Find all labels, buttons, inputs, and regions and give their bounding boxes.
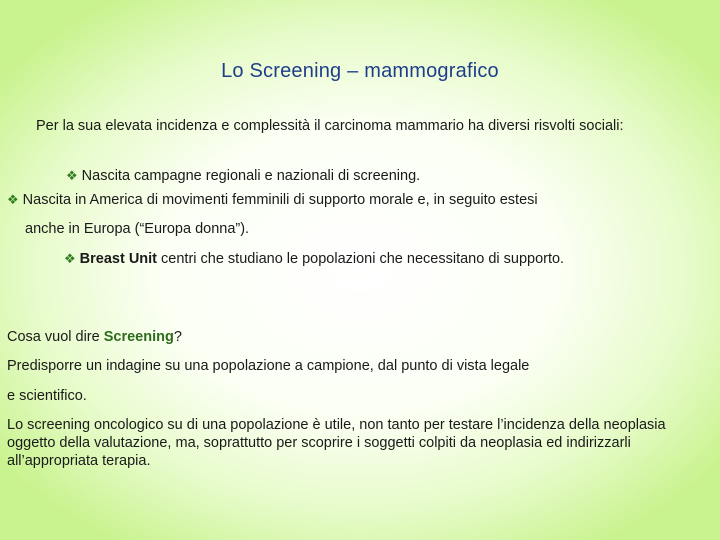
closing-paragraph: Lo screening oncologico su di una popolazione è utile, non tanto per testare l’incidenza della neoplasia oggetto della valutazione, ma, soprattutto per scoprire i soggetti colpiti da neoplasia ed indirizzarli all’appropriata terapia. [7, 417, 666, 469]
question-suffix: ? [173, 329, 182, 345]
intro-text: Per la sua elevata incidenza e complessità il carcinoma mammario ha diversi risvolti sociali: [36, 118, 624, 134]
question-prefix: Cosa vuol dire [7, 329, 104, 345]
question-line [7, 328, 182, 346]
breast-unit-text: centri che studiano le popolazioni che necessitano di supporto. [157, 251, 565, 267]
breast-unit-term: Breast Unit [79, 251, 158, 267]
diamond-bullet-icon: ❖ [66, 168, 78, 183]
bullet-movements-continued: anche in Europa (“Europa donna”). [25, 221, 250, 237]
screening-highlight: Screening [103, 329, 174, 345]
answer-line-1: Predisporre un indagine su una popolazione a campione, dal punto di vista legale [7, 358, 530, 374]
bullet-breast-unit [64, 250, 564, 268]
bullet-campaigns-text: Nascita campagne regionali e nazionali di screening. [81, 168, 421, 184]
bullet-movements-text: Nascita in America di movimenti femminili di supporto morale e, in seguito estesi [22, 192, 538, 208]
slide-title: Lo Screening – mammografico [221, 60, 499, 82]
answer-line-2: e scientifico. [7, 388, 87, 404]
diamond-bullet-icon: ❖ [7, 192, 19, 207]
bullet-movements [7, 191, 538, 209]
bullet-campaigns [66, 167, 420, 185]
diamond-bullet-icon: ❖ [64, 251, 76, 266]
